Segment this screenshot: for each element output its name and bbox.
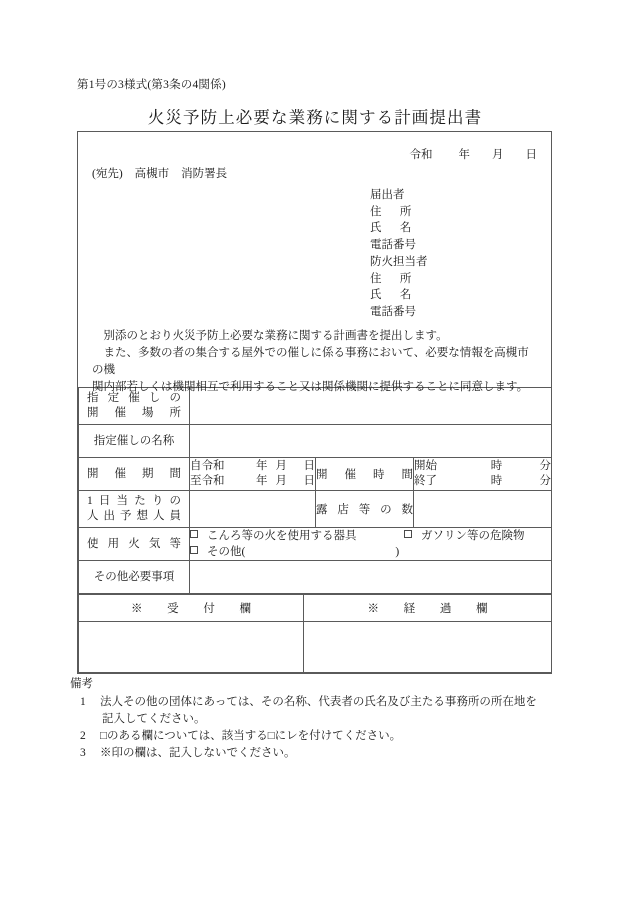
fire-option-other-label: その他(: [207, 546, 246, 558]
time-start-minute-unit: 分: [539, 460, 552, 472]
remark-number-3: 3: [80, 747, 86, 759]
era-label: 令和: [409, 149, 433, 161]
progress-header-cell: [304, 595, 552, 622]
statement-paragraph: [92, 328, 539, 396]
fire-officer-heading: 防火担当者: [370, 256, 428, 268]
list-item: [70, 728, 570, 745]
list-item: [70, 745, 570, 762]
applicant-heading: 届出者: [370, 189, 405, 201]
remarks-section: [70, 676, 570, 762]
applicant-address-label: 住 所: [370, 205, 412, 218]
table-row-attendance: [79, 491, 552, 528]
table-row-fire-use: [79, 528, 552, 561]
checkbox-other-icon[interactable]: [190, 546, 198, 554]
fire-officer-name-label: 氏 名: [370, 289, 412, 301]
receipt-progress-table: [78, 594, 552, 673]
other-matters-value-cell[interactable]: [190, 561, 552, 594]
progress-header: ※ 経 過 欄: [367, 603, 488, 615]
time-end-hour-unit: 時: [490, 475, 503, 487]
checkbox-stove-icon[interactable]: [190, 530, 198, 538]
reception-header: ※ 受 付 欄: [131, 603, 251, 615]
progress-value-cell[interactable]: [304, 622, 552, 673]
addressee-prefix: (宛先): [92, 168, 123, 180]
remark-text-1-cont: 記入してください。: [102, 713, 206, 725]
applicant-block: [370, 187, 416, 253]
statement-line-3: 関内部若しくは機関相互で利用すること又は関係機関に提供することに同意します。: [92, 381, 529, 393]
event-name-value-cell[interactable]: [190, 425, 552, 458]
remark-number-2: 2: [80, 730, 86, 742]
attendance-label-cell: [79, 491, 190, 528]
time-label: 開催時間: [316, 469, 413, 481]
fire-option-stove[interactable]: [190, 528, 404, 544]
period-to-era: 至令和: [190, 475, 225, 487]
time-end-label: 終了: [414, 475, 437, 487]
period-from-month-unit: 月: [275, 460, 287, 472]
other-matters-label-cell: [79, 561, 190, 594]
period-value-cell[interactable]: [190, 458, 316, 491]
period-label: 開催期間: [87, 467, 181, 480]
applicant-name-label: 氏 名: [370, 222, 412, 234]
venue-label-line1: 指定催しの: [87, 392, 181, 404]
month-unit: 月: [492, 149, 504, 161]
fire-option-gasoline-label: ガソリン等の危険物: [421, 530, 525, 542]
submission-date-line: [410, 146, 538, 162]
time-start-hour-unit: 時: [490, 460, 503, 472]
remark-text-1: 法人その他の団体にあっては、その名称、代表者の氏名及び主たる事務所の所在地を: [100, 696, 537, 708]
list-item: [70, 694, 570, 728]
checkbox-gasoline-icon[interactable]: [404, 530, 412, 538]
reception-header-cell: [79, 595, 304, 622]
table-row-period: [79, 458, 552, 491]
remarks-title: 備考: [70, 678, 93, 690]
remarks-list: [70, 694, 570, 762]
period-from-day-unit: 日: [303, 460, 315, 472]
fire-option-row-2: [190, 544, 551, 560]
day-unit: 日: [525, 149, 537, 161]
attendance-label-line1: 1日当たりの: [87, 495, 181, 507]
period-to-row: [190, 474, 315, 489]
time-end-minute-unit: 分: [539, 475, 552, 487]
fire-use-label: 使用火気等: [87, 537, 181, 550]
time-start-label: 開始: [414, 460, 437, 472]
fire-use-options-cell: [190, 528, 552, 561]
time-value-cell[interactable]: [414, 458, 552, 491]
event-name-label: 指定催しの名称: [93, 434, 175, 447]
period-label-cell: [79, 458, 190, 491]
time-label-cell: [316, 458, 414, 491]
addressee-line: [92, 165, 227, 181]
remark-number-1: 1: [80, 696, 86, 708]
form-fields-table: [78, 387, 552, 594]
fire-option-other[interactable]: [190, 544, 399, 560]
addressee-city: 高槻市: [134, 168, 170, 180]
remark-text-2: □のある欄については、該当する□にレを付けてください。: [100, 730, 402, 742]
remark-text-3: ※印の欄は、記入しないでください。: [100, 747, 296, 759]
reception-value-cell[interactable]: [79, 622, 304, 673]
stalls-label: 露店等の数: [316, 504, 413, 516]
other-matters-label: その他必要事項: [93, 570, 175, 583]
period-from-row: [190, 459, 315, 474]
attendance-label-line2: 人出予想人員: [87, 510, 181, 522]
fire-officer-phone-label: 電話番号: [370, 305, 416, 318]
period-to-day-unit: 日: [303, 475, 315, 487]
statement-line-1: 別添のとおり火災予防上必要な業務に関する計画書を提出します。: [103, 330, 448, 342]
fire-option-other-close: ): [395, 546, 400, 558]
time-end-row: [414, 474, 551, 489]
receipt-body-row: [79, 622, 552, 673]
form-header-area: [78, 132, 551, 393]
stalls-label-cell: [316, 491, 414, 528]
document-title: 火災予防上必要な業務に関する計画提出書: [147, 108, 483, 127]
table-row-event-name: [79, 425, 552, 458]
fire-officer-address-label: 住 所: [370, 272, 412, 285]
applicant-phone-label: 電話番号: [370, 238, 416, 251]
addressee-office: 消防署長: [181, 168, 228, 180]
form-number: 第1号の3様式(第3条の4関係): [77, 79, 226, 91]
receipt-header-row: [79, 595, 552, 622]
venue-label-line2: 開催場所: [87, 407, 181, 419]
year-unit: 年: [458, 149, 470, 161]
fire-officer-block: [370, 254, 428, 320]
period-from-year-unit: 年: [256, 460, 268, 472]
fire-use-label-cell: [79, 528, 190, 561]
table-row-other-matters: [79, 561, 552, 594]
period-to-year-unit: 年: [256, 475, 268, 487]
statement-line-2: また、多数の者の集合する屋外での催しに係る事務において、必要な情報を高槻市の機: [92, 347, 529, 376]
stalls-value-cell[interactable]: [414, 491, 552, 528]
event-name-label-cell: [79, 425, 190, 458]
time-start-row: [414, 459, 551, 474]
attendance-value-cell[interactable]: [190, 491, 316, 528]
fire-option-row-1: [190, 528, 551, 544]
period-from-era: 自令和: [190, 460, 225, 472]
form-outer-box: [77, 131, 552, 674]
period-to-month-unit: 月: [275, 475, 287, 487]
fire-option-gasoline[interactable]: [404, 528, 525, 544]
fire-option-stove-label: こんろ等の火を使用する器具: [207, 530, 357, 542]
